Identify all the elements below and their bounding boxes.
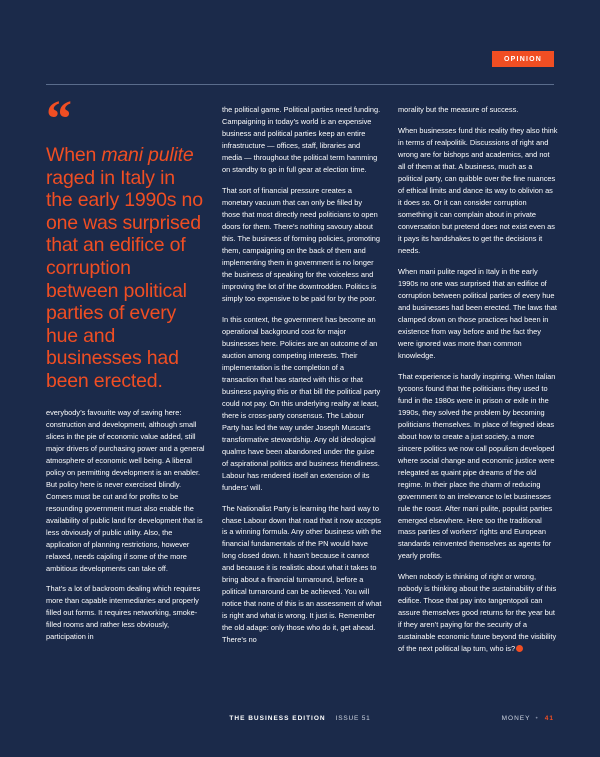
quotation-mark-icon: “ — [46, 91, 70, 148]
paragraph: everybody’s favourite way of saving here: construction and development, although small slices in the pie of economic value added, still major drivers of purchasing power and a general atmosphere of economic well being. A liberal policy on permitting development is an enabler. But policy here is never exercised blindly. Corners must be cut and for profits to be resounding government must also enable the availability of public land for development that is less obviously of public utility. Also, the application of planning restrictions, however relaxed, needs cajoling if some of the more ambitious developments can take off. — [46, 407, 205, 573]
page-number: 41 — [544, 715, 554, 722]
column-3 — [398, 104, 558, 697]
column-2 — [222, 104, 382, 697]
paragraph: In this context, the government has become an operational background cost for major businesses here. Policies are an outcome of an auction among competing interests. Their implementation is the completion of a transaction that has started with this or that business paying this or that bill the political party could not pay. On this underlying reality at least, there is cross-party consensus. The Labour Party has led the way under Joseph Muscat’s transformative stewardship. Any old ideological qualms have been abandoned under the guise of aspirational politics and business friendliness. Labour has rendered itself an extension of its funders’ will. — [222, 314, 381, 492]
paragraph: That experience is hardly inspiring. When Italian tycoons found that the politicians they used to fund in the 1980s were in prison or exile in the 1990s, they solved the problem by becoming politicians themselves. In place of feigned ideas about how to create a just society, a more sincere politics we now call populism developed where social change and economic justice were relegated as quaint pipe dreams of the old regime. In their place the charm of reducing government to an irrelevance to let businesses rule the roost. After mani pulite, populist parties emerged elsewhere. Here too the traditional mass parties of workers’ rights and European standards reinvented themselves as agents for yearly profits. — [398, 371, 556, 561]
header-divider — [46, 84, 554, 85]
paragraph: When mani pulite raged in Italy in the early 1990s no one was surprised that an edifice of corruption between political parties of every hue and businesses had been erected. The laws that clamped down on those practices had been in existence from way before and the fact they were ignored was more than common knowledge. — [398, 266, 557, 360]
opinion-badge: OPINION — [492, 51, 554, 67]
paragraph-text: When nobody is thinking of right or wrong, nobody is thinking about the sustainability of this edifice. Those that pay into tangentopoli can assure themselves good returns for the year but if they aren’t paying for the security of a sustainable economic future beyond the visibility of the next political lap turn, who is? — [398, 572, 557, 654]
article-columns — [46, 91, 558, 697]
footer-edition-block — [229, 715, 370, 722]
paragraph: morality but the measure of success. — [398, 105, 519, 114]
footer-issue: ISSUE 51 — [335, 715, 371, 722]
smiley-icon — [516, 645, 523, 652]
column-1 — [46, 91, 206, 697]
pull-quote-part-1: When — [46, 144, 102, 166]
paragraph-final — [398, 571, 558, 655]
paragraph: That’s a lot of backroom dealing which requires more than capable intermediaries and properly filled out forms. It requires networking, smoke-filled rooms and rather less obviously, participation in — [46, 584, 201, 642]
footer-separator: • — [535, 715, 539, 722]
paragraph: When businesses fund this reality they also think in terms of realpolitik. Discussions of right and wrong are for bishops and academics, and not all of them at that. A business, much as a political party, can quibble over the fine nuances of ethical limits and dance its way to oblivion as it does so. Or it can consider corruption something it can complain about in private conversation but pretend does not exist even as it pays its handshakes to get the decisions it needs. — [398, 125, 558, 255]
footer-edition: THE BUSINESS EDITION — [229, 715, 326, 722]
pull-quote — [46, 144, 206, 393]
footer-section-block — [502, 715, 554, 722]
pull-quote-part-2: raged in Italy in the early 1990s no one was surprised that an edifice of corruption between political parties of every hue and businesses had been erected. — [46, 166, 203, 393]
pull-quote-italic: mani pulite — [101, 144, 194, 166]
opinion-tag-container — [492, 48, 554, 67]
paragraph: That sort of financial pressure creates a monetary vacuum that can only be filled by those that most directly need politicians to open doors for them. There’s nothing savoury about this. The business of forming policies, promoting them, campaigning on the back of them and implementing them in government is no longer the business of speaking for the voiceless and improving the lot of the downtrodden. Politics is simply too expensive to be paid for by the poor. — [222, 185, 381, 303]
page-footer — [46, 715, 554, 729]
footer-section: MONEY — [501, 715, 531, 722]
paragraph: The Nationalist Party is learning the hard way to chase Labour down that road that it now accepts is a winning formula. Any other business with the financial fundamentals of the PN would have long closed down. It hasn’t because it cannot and because it is realistic about what it takes to bring about a financial turnaround, before a political turnaround can be achieved. You will notice that none of this is an assessment of what is right and what is wrong. It just is. Remember the old adage: only those who do it, get ahead. There’s no — [222, 503, 382, 645]
paragraph: the political game. Political parties need funding. Campaigning in today’s world is an expensive business and political parties keep an entire infrastructure — offices, staff, libraries and media — throughout the political term hamming on standby to go in full gear at election time. — [222, 105, 381, 174]
